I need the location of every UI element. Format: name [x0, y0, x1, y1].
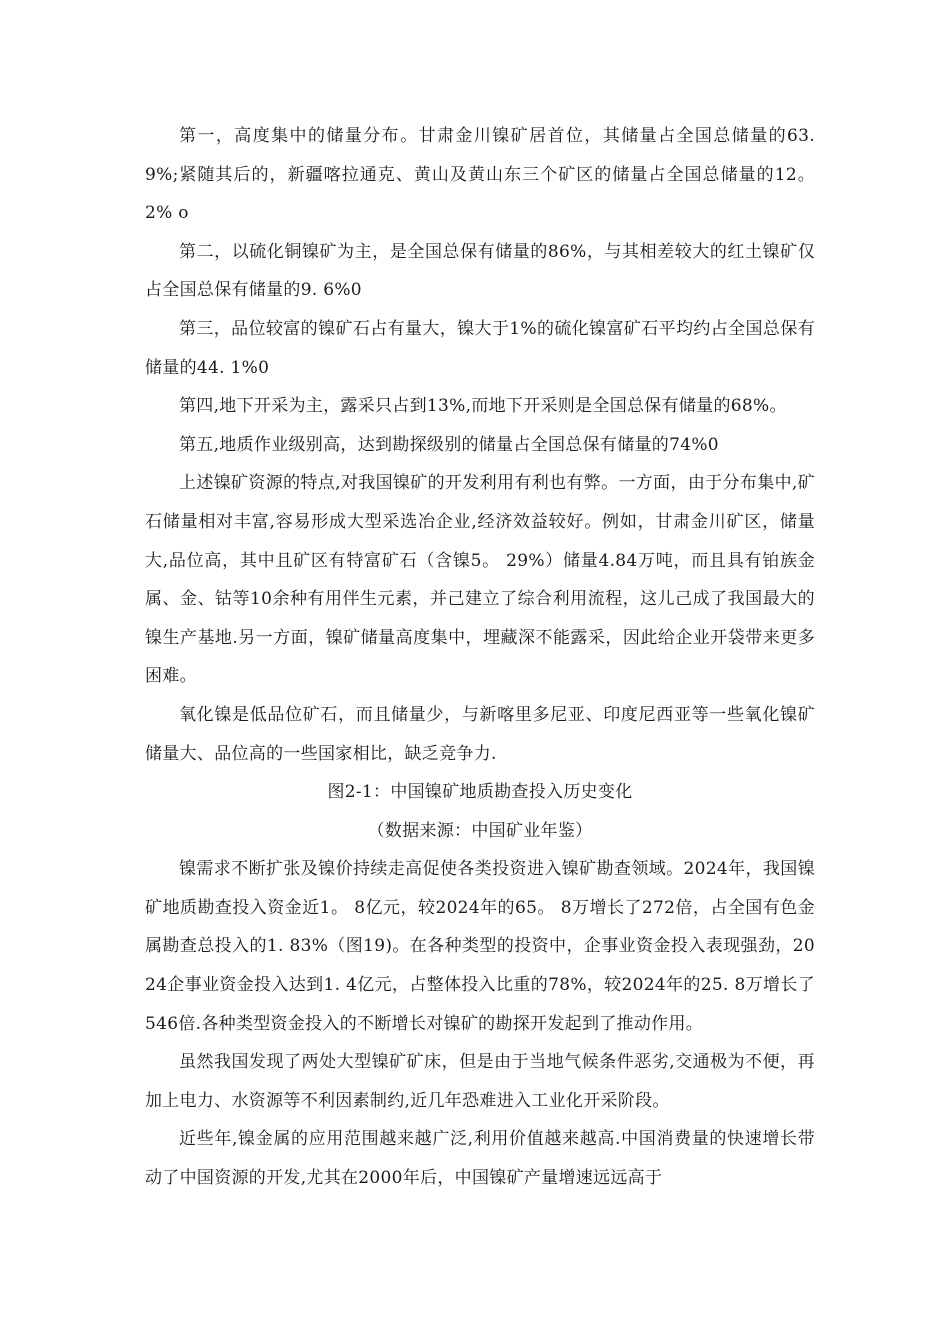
paragraph-investment: 镍需求不断扩张及镍价持续走高促使各类投资进入镍矿勘查领域。2024年，我国镍矿地质勘查投入资金近1。 8亿元，较2024年的65。 8万增长了272倍，占全国有色金属勘查总投入的1. 83%（图19)。在各种类型的投资中，企事业资金投入表现强劲，2024企事业资金投入达到1. 4亿元，占整体投入比重的78%，较2024年的25. 8万增长了546倍.各种类型资金投入的不断增长对镍矿的勘探开发起到了推动作用。	[145, 859, 815, 1034]
paragraph-second-point: 第二，以硫化铜镍矿为主，是全国总保有储量的86%，与其相差较大的红土镍矿仅占全国总保有储量的9. 6%0	[145, 241, 815, 301]
paragraph-third-point: 第三，品位较富的镍矿石占有量大，镍大于1%的硫化镍富矿石平均约占全国总保有储量的44. 1%0	[145, 318, 815, 378]
paragraph-recent-years: 近些年,镍金属的应用范围越来越广泛,利用价值越来越高.中国消费量的快速增长带动了中国资源的开发,尤其在2000年后，中国镍矿产量增速远远高于	[145, 1129, 815, 1189]
figure-caption: 图2-1：中国镍矿地质勘查投入历史变化	[327, 782, 633, 803]
paragraph-fifth-point: 第五,地质作业级别高，达到勘探级别的储量占全国总保有储量的74%0	[179, 434, 719, 455]
paragraph-pros-cons: 上述镍矿资源的特点,对我国镍矿的开发利用有利也有弊。一方面，由于分布集中,矿石储量相对丰富,容易形成大型采选冶企业,经济效益较好。例如，甘肃金川矿区，储量大,品位高，其中且矿区有特富矿石（含镍5。 29%）储量4.84万吨，而且具有铂族金属、金、钴等10余种有用伴生元素，并己建立了综合利用流程，这儿己成了我国最大的镍生产基地.另一方面，镍矿储量高度集中，埋藏深不能露采，因此给企业开袋带来更多困难。	[145, 473, 815, 687]
paragraph-fourth-point: 第四,地下开采为主，露采只占到13%,而地下开采则是全国总保有储量的68%。	[179, 396, 787, 417]
paragraph-oxide-nickel: 氧化镍是低品位矿石，而且储量少，与新喀里多尼亚、印度尼西亚等一些氧化镍矿储量大、品位高的一些国家相比，缺乏竞争力.	[145, 704, 815, 764]
document-body	[145, 117, 815, 1198]
paragraph-deposits: 虽然我国发现了两处大型镍矿矿床，但是由于当地气候条件恶劣,交通极为不便，再加上电力、水资源等不利因素制约,近几年恐难进入工业化开采阶段。	[145, 1052, 815, 1111]
figure-source: （数据来源：中国矿业年鉴）	[367, 820, 593, 841]
paragraph-first-point: 第一，高度集中的储量分布。甘肃金川镍矿居首位，其储量占全国总储量的63. 9%;紧随其后的，新疆喀拉通克、黄山及黄山东三个矿区的储量占全国总储量的12。 2% o	[145, 126, 815, 224]
